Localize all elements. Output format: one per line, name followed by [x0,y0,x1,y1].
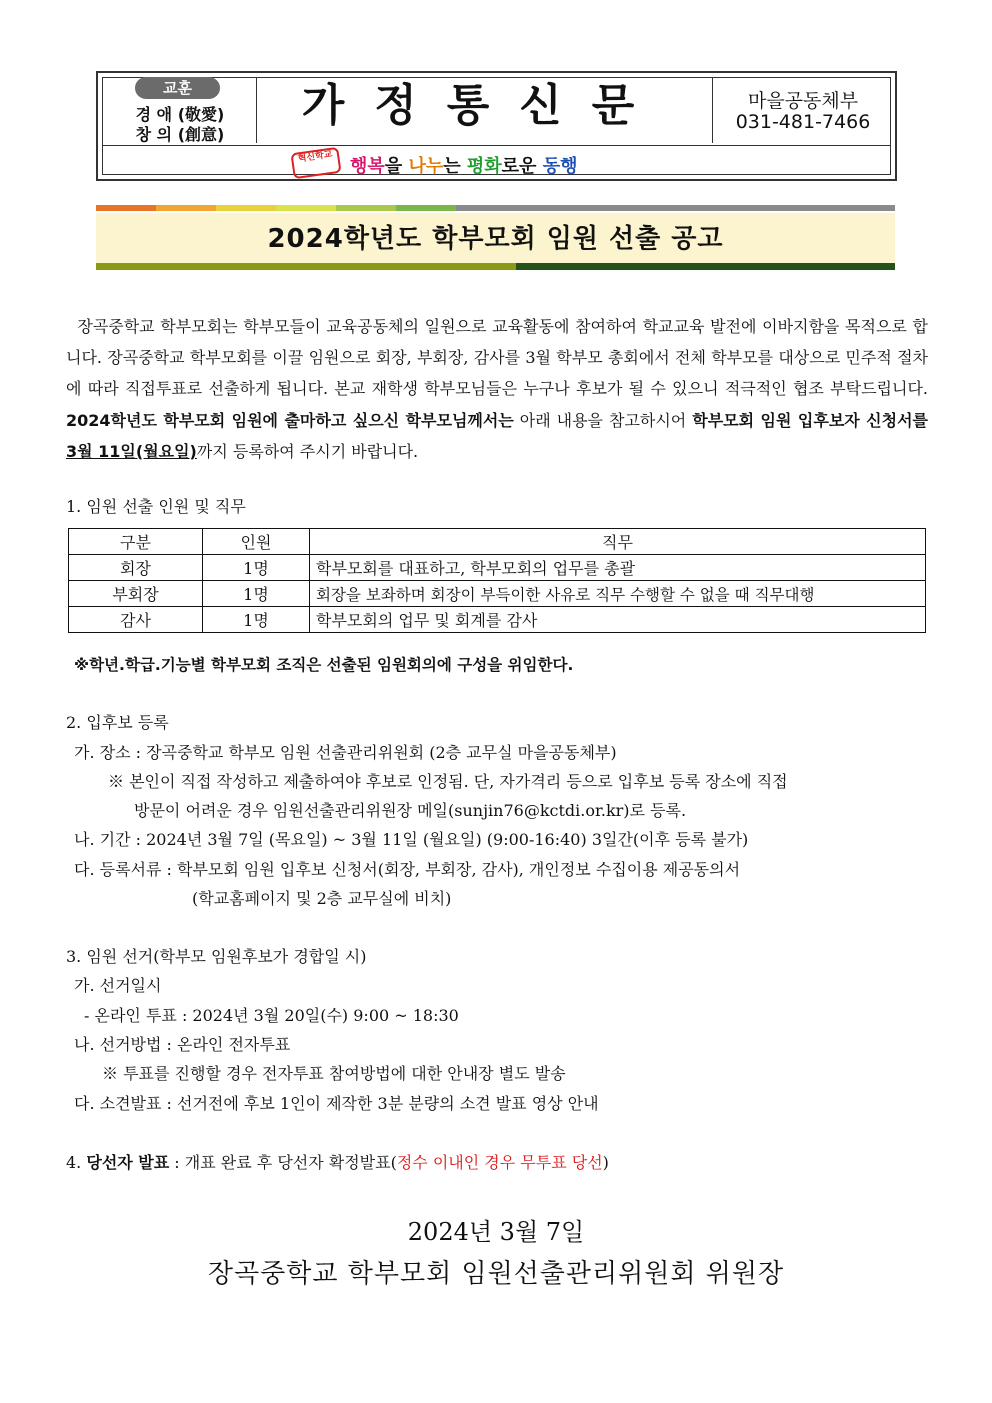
section3-date-label: 가. 선거일시 [74,976,162,995]
table-row: 회장 1명 학부모회를 대표하고, 학부모회의 업무를 총괄 [69,555,926,581]
table-row: 감사 1명 학부모회의 업무 및 회계를 감사 [69,607,926,633]
section2-period: 나. 기간 : 2024년 3월 7일 (목요일) ~ 3월 11일 (월요일) (9:00-16:40) 3일간(이후 등록 불가) [74,830,749,849]
page-title: 가정통신문 [301,80,665,131]
section2-note-1: ※ 본인이 직접 작성하고 제출하여야 후보로 인정됨. 단, 자가격리 등으로 입후보 등록 장소에 직접 [108,772,788,791]
issue-date: 2024년 3월 7일 [407,1218,585,1246]
section1-note: ※학년.학급.기능별 학부모회 조직은 선출된 임원회의에 구성을 위임한다. [74,656,574,674]
column-header: 구분 [69,529,203,555]
section3-note: ※ 투표를 진행할 경우 전자투표 참여방법에 대한 안내장 별도 발송 [102,1064,566,1083]
slogan-word-4: 동행 [542,156,578,177]
section2-note-2: 방문이 어려운 경우 임원선출관리위원장 메일(sunjin76@kctdi.or.kr)로 등록. [134,801,687,820]
section2-documents-location: (학교홈페이지 및 2층 교무실에 비치) [192,889,452,908]
slogan: 행복을 나누는 평화로운 동행 [350,156,578,177]
signer: 장곡중학교 학부모회 임원선출관리위원회 위원장 [207,1259,785,1289]
slogan-word-1: 행복 [350,156,385,177]
section3-speech: 다. 소견발표 : 선거전에 후보 1인이 제작한 3분 분량의 소견 발표 영상 안내 [74,1094,599,1113]
announcement-title: 2024학년도 학부모회 임원 선출 공고 [267,224,724,254]
section3-online-vote: - 온라인 투표 : 2024년 3월 20일(수) 9:00 ~ 18:30 [84,1006,459,1025]
section2-place: 가. 장소 : 장곡중학교 학부모 임원 선출관리위원회 (2층 교무실 마을공동체부) [74,743,617,762]
announcement-band [96,205,895,272]
column-header: 직무 [310,529,926,555]
slogan-word-2: 나누 [408,156,444,177]
intro-paragraph: 장곡중학교 학부모회는 학부모들이 교육공동체의 일원으로 교육활동에 참여하여 학교교육 발전에 이바지함을 목적으로 합니다. 장곡중학교 학부모회를 이끌 임원으로 회장, 부회장, 감사를 3월 학부모 총회에서 전체 학부모를 대상으로 민주적 절차에 따라 직접투표로 선출하게 됩니다. 본교 재학생 학부모님들은 누구나 후보가 될 수 있으니 적극적인 협조 부탁드립니다. 2024학년도 학부모회 임원에 출마하고 싶으신 학부모님께서는 아래 내용을 참고하시어 학부모회 임원 입후보자 신청서를 3월 11일(월요일)까지 등록하여 주시기 바랍니다. [66,317,929,461]
section2-documents: 다. 등록서류 : 학부모회 임원 입후보 신청서(회장, 부회장, 감사), 개인정보 수집이용 제공동의서 [74,860,741,879]
section3-heading: 3. 임원 선거(학부모 임원후보가 경합일 시) [66,947,367,966]
section4-red-note: 정수 이내인 경우 무투표 당선 [396,1153,603,1172]
motto-label: 교훈 [135,77,220,99]
motto-line-2: 창 의 (創意) [135,125,225,144]
section4: 4. 당선자 발표 : 개표 완료 후 당선자 확정발표(정수 이내인 경우 무투표 당선) [66,1153,609,1172]
innovation-school-badge: 혁신학교 [290,147,341,179]
slogan-word-3: 평화 [466,156,502,177]
table-header-row [69,529,926,555]
duty-table [68,528,926,633]
section1-heading: 1. 임원 선출 인원 및 직무 [66,497,246,516]
motto-line-1: 경 애 (敬愛) [135,105,225,124]
section3-method: 나. 선거방법 : 온라인 전자투표 [74,1035,291,1054]
column-header: 인원 [203,529,310,555]
table-row: 부회장 1명 회장을 보좌하며 회장이 부득이한 사유로 직무 수행할 수 없을 때 직무대행 [69,581,926,607]
deadline: 3월 11일(월요일) [66,441,197,461]
department-name: 마을공동체부 [747,90,859,112]
phone-number: 031-481-7466 [735,111,871,133]
section2-heading: 2. 입후보 등록 [66,713,169,732]
